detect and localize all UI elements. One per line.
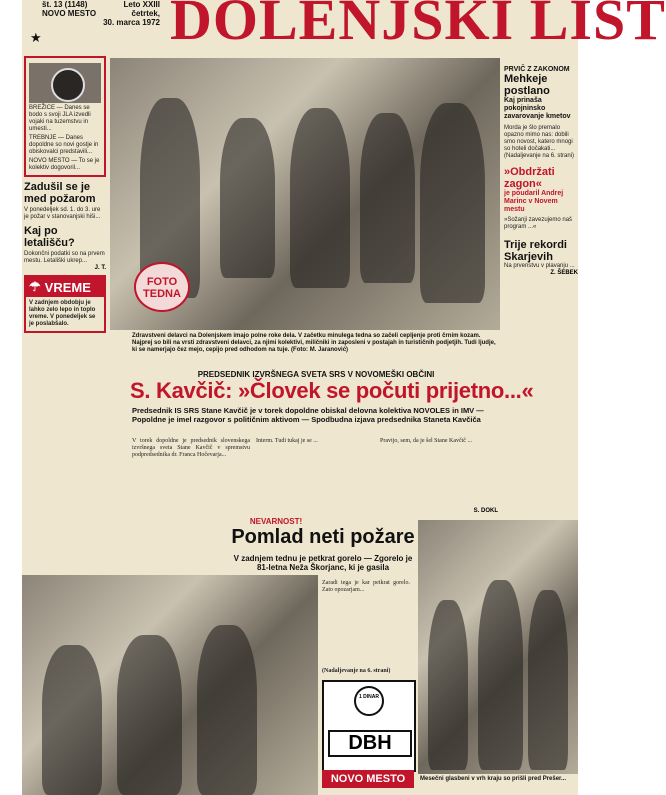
photo-of-week-badge: FOTO TEDNA — [134, 262, 190, 312]
kavcic-col-2: Interm. Tudi tukaj je se ... — [256, 438, 318, 444]
star-icon: ★ — [30, 30, 42, 45]
records-text: Na prvenstvu v plavanju ... — [504, 263, 575, 269]
dbh-city: NOVO MESTO — [322, 770, 414, 788]
issue-year: Leto XXIII — [123, 0, 160, 9]
umbrella-icon: ☂ — [29, 279, 41, 294]
issue-weekday: četrtek, — [131, 9, 160, 18]
weather-text: V zadnjem obdobju je lahko zelo lepo in toplo vreme. V ponedeljek se je poslabšalo. — [29, 300, 96, 327]
issue-date: 30. marca 1972 — [103, 18, 160, 27]
dbh-logo: DBH — [328, 730, 412, 757]
kavcic-col-1: V torek dopoldne je predsednik slovenskega izvršnega sveta Stane Kavčič v spremstvu podpredsednika dr. Franca Hočevarja... — [132, 438, 250, 458]
fire-text: V ponedeljek sd. 1. do 3. ure je požar v stanovanjski hiši... — [24, 207, 101, 220]
fire-kicker: NEVARNOST! — [249, 517, 303, 526]
crowd-caption: Mesečni glasbeni v vrh kraju so prišli pred Prešer... — [420, 776, 567, 782]
photo-caption: Zdravstveni delavci na Dolenjskem imajo polne roke dela. V začetku minulega tedna so začeli cepljenje proti črnim kozam. Najprej so bili na vrsti zdravstveni delavci, za njimi kolektivi, miličniki in zaposleni v postajah in turističnih podjetjih. Tudi ljudje, ki se namerjajo čez mejo, cepijo pred odhodom na tuje. (Foto: M. Jaranović) — [132, 333, 496, 353]
phone-blurb: NOVO MESTO — To se je kolektiv dogovoril... — [29, 158, 100, 171]
kavcic-lead: Predsednik IS SRS Stane Kavčič je v torek dopoldne obiskal delovna kolektiva NOVOLES in IMV — Popoldne je imel razgovor s političnim aktivom — Spodbudna izjava predsednika Staneta Kavčiča — [132, 406, 484, 424]
weather-label: VREME — [44, 279, 91, 295]
pension-subhead: Kaj prinaša pokojninsko zavarovanje kmetov — [504, 97, 571, 120]
issue-info — [42, 0, 160, 27]
kavcic-col-3: Pravijo, sem, da je šel Stane Kavčič ... — [380, 438, 472, 444]
fire-article-text: Zaradi tega je kar petkrat gorelo. Zato opozarjam... — [322, 580, 410, 593]
fire-article-continued: (Nadaljevanje na 6. strani) — [322, 668, 391, 674]
marinc-subhead: je poudaril Andrej Marinc v Novem mestu — [504, 190, 564, 213]
phone-blurb: TREBNJE — Danes dopoldne so novi gostje in obiskovalci predstavili... — [29, 135, 99, 155]
left-column — [24, 56, 106, 333]
marinc-headline: »Obdržati zagon« — [504, 166, 555, 190]
airport-text: Dokončni podatki so na prvem mestu. Letališki ukrep... — [24, 251, 105, 264]
crowd-photo — [418, 520, 578, 774]
newspaper-sheet — [22, 0, 666, 795]
page-margin-left — [0, 0, 22, 795]
page-margin-right — [578, 0, 600, 795]
kavcic-author: S. DOKL — [473, 508, 498, 514]
newspaper-title: DOLENJSKI LIST — [170, 0, 666, 52]
records-headline: Trije rekordi Skarjevih — [504, 239, 567, 263]
fire-article-headline: Pomlad neti požare — [231, 526, 415, 548]
kavcic-kicker: PREDSEDNIK IZVRŠNEGA SVETA SRS V NOVOMEŠKI OBČINI — [197, 370, 435, 379]
masthead — [22, 0, 666, 52]
pension-kicker: PRVIČ Z ZAKONOM — [504, 66, 570, 73]
fire-article-subhead: V zadnjem tednu je petkrat gorelo — Zgorelo je 81-letna Neža Škorjanc, ki je gasila — [233, 554, 413, 572]
issue-number: št. 13 (1148) — [42, 0, 88, 9]
rally-photo — [22, 575, 318, 795]
airport-headline: Kaj po letališču? — [24, 225, 75, 249]
airport-author: J. T. — [94, 265, 106, 271]
issue-city: NOVO MESTO — [42, 9, 97, 18]
dinar-coin-icon: 1 DINAR — [354, 686, 384, 716]
pension-text: Morda je šlo premalo opazno mimo nas: dobili smo novost, katero mnogi so hoteli dočakati... — [504, 125, 573, 152]
phone-blurb: BREŽICE — Danes se bodo s svoji JLA izvedli vojaki na tuzemstvu in umesti... — [29, 105, 91, 132]
records-author: Z. ŠEBEK — [550, 270, 578, 276]
pension-continued: (Nadaljevanje na 6. strani) — [504, 153, 575, 159]
pension-headline: Mehkeje postlano — [504, 73, 550, 97]
phone-box — [24, 56, 106, 177]
dbh-advert — [322, 680, 416, 772]
weather-header — [26, 277, 104, 297]
fire-headline: Zadušil se je med požarom — [24, 181, 96, 205]
telephone-icon — [29, 63, 101, 103]
weather-box — [24, 275, 106, 333]
right-column — [504, 66, 578, 276]
marinc-text: »Sožanji zavezujemo naš program ...« — [504, 217, 573, 230]
kavcic-headline: S. Kavčič: »Človek se počuti prijetno...« — [130, 378, 534, 403]
